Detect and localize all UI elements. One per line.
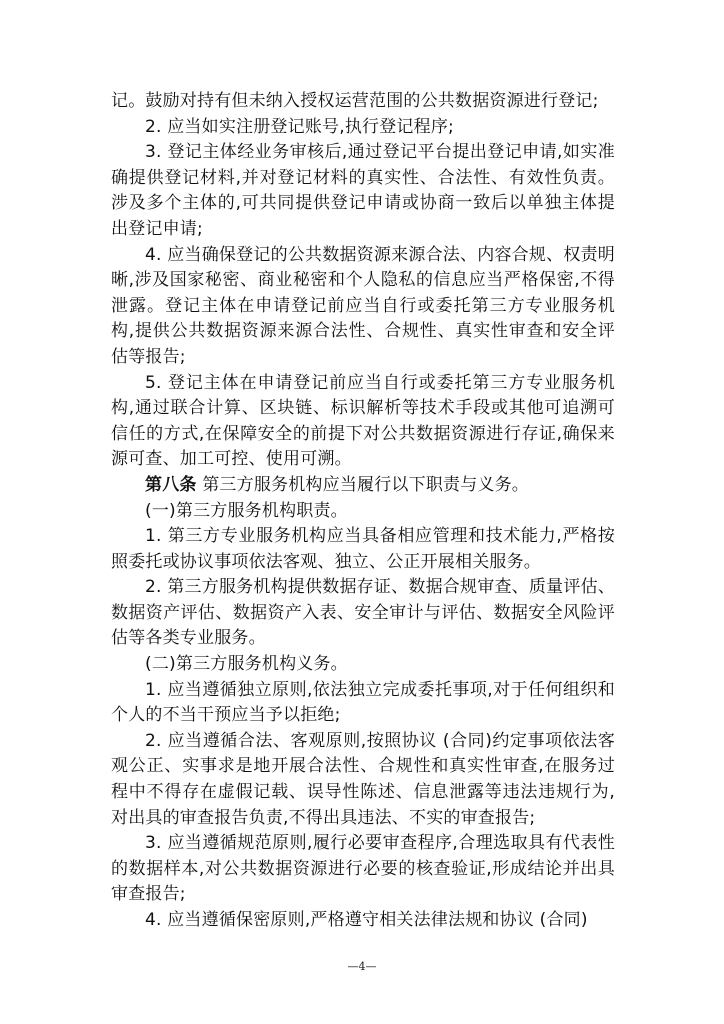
section-heading-duties: (一)第三方服务机构职责。 <box>145 500 348 521</box>
paragraph-item-2: 2. 应当如实注册登记账号,执行登记程序; <box>145 116 454 137</box>
obligation-item-1: 1. 应当遵循独立原则,依法独立完成委托事项,对于任何组织和个人的不当干预应当予以拒绝; <box>111 679 615 726</box>
article-text: 第三方服务机构应当履行以下职责与义务。 <box>196 474 530 495</box>
obligation-item-3: 3. 应当遵循规范原则,履行必要审查程序,合理选取具有代表性的数据样本,对公共数据资源进行必要的核查验证,形成结论并出具审查报告; <box>111 833 615 905</box>
obligation-item-4: 4. 应当遵循保密原则,严格遵守相关法律法规和协议 (合同) <box>145 910 588 930</box>
section-heading-obligations: (二)第三方服务机构义务。 <box>145 654 348 675</box>
page-number: —4— <box>347 960 377 973</box>
obligation-item-2: 2. 应当遵循合法、客观原则,按照协议 (合同)约定事项依法客观公正、实事求是地开展合法性、合规性和真实性审查,在服务过程中不得存在虚假记载、误导性陈述、信息泄露等违法违规行为,对出具的审查报告负责,不得出具违法、不实的审查报告; <box>111 730 615 828</box>
document-body <box>111 89 615 934</box>
paragraph-item-4: 4. 应当确保登记的公共数据资源来源合法、内容合规、权责明晰,涉及国家秘密、商业秘密和个人隐私的信息应当严格保密,不得泄露。登记主体在申请登记前应当自行或委托第三方专业服务机构,提供公共数据资源来源合法性、合规性、真实性审查和安全评估等报告; <box>111 244 615 367</box>
paragraph-item-5: 5. 登记主体在申请登记前应当自行或委托第三方专业服务机构,通过联合计算、区块链、标识解析等技术手段或其他可追溯可信任的方式,在保障安全的前提下对公共数据资源进行存证,确保来源可查、加工可控、使用可溯。 <box>111 372 615 470</box>
article-8-paragraph <box>111 473 615 499</box>
paragraph-continued: 记。鼓励对持有但未纳入授权运营范围的公共数据资源进行登记; <box>111 91 599 111</box>
article-heading: 第八条 <box>145 474 197 495</box>
paragraph-item-3: 3. 登记主体经业务审核后,通过登记平台提出登记申请,如实准确提供登记材料,并对登记材料的真实性、合法性、有效性负责。涉及多个主体的,可共同提供登记申请或协商一致后以单独主体提出登记申请; <box>111 142 615 239</box>
duty-item-2: 2. 第三方服务机构提供数据存证、数据合规审查、质量评估、数据资产评估、数据资产入表、安全审计与评估、数据安全风险评估等各类专业服务。 <box>111 577 615 649</box>
duty-item-1: 1. 第三方专业服务机构应当具备相应管理和技术能力,严格按照委托或协议事项依法客观、独立、公正开展相关服务。 <box>111 526 615 572</box>
